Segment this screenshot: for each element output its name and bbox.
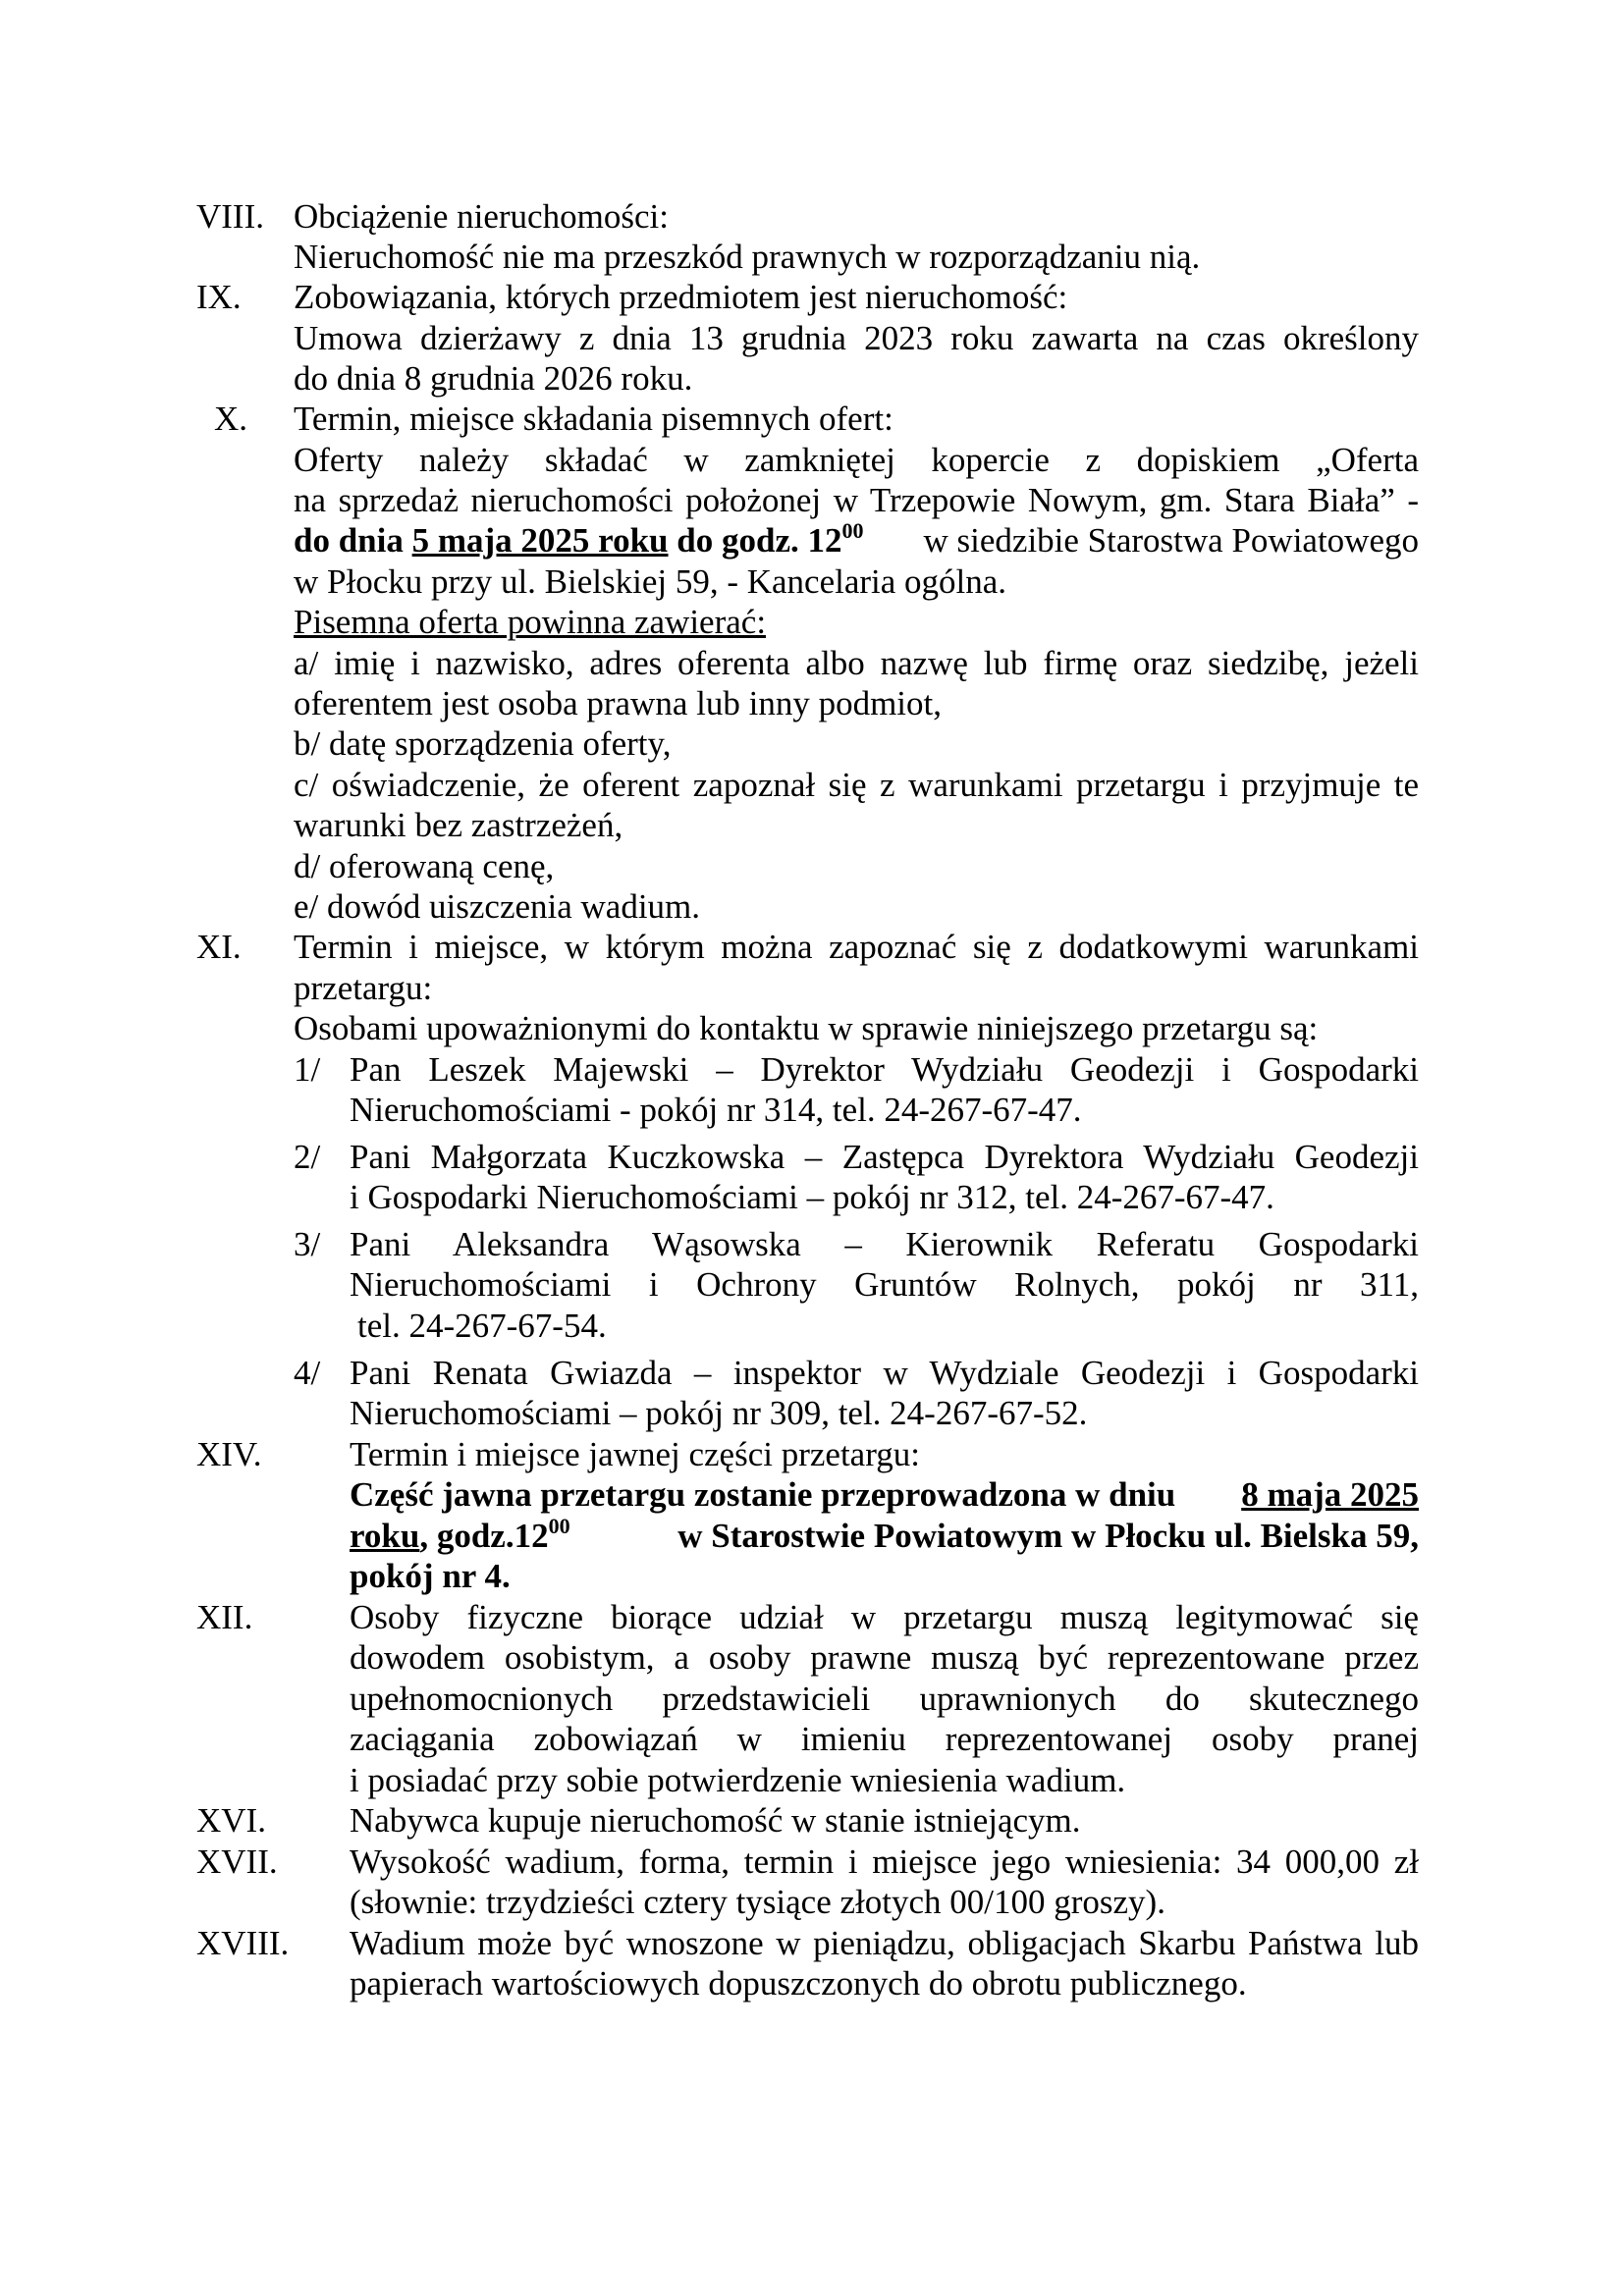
section-number: XI. <box>196 928 242 966</box>
section-text: Osobami upoważnionymi do kontaktu w sprawie niniejszego przetargu są: <box>294 1009 1319 1047</box>
person-line: i Gospodarki Nieruchomościami – pokój nr 312, tel. 24-267-67-47. <box>350 1178 1274 1216</box>
section-text: (słownie: trzydzieści cztery tysiące złotych 00/100 groszy). <box>350 1883 1165 1921</box>
section-title: Termin, miejsce składania pisemnych ofert: <box>294 400 893 438</box>
person-line: Nieruchomościami – pokój nr 309, tel. 24-267-67-52. <box>350 1394 1088 1432</box>
person-line: tel. 24-267-67-54. <box>357 1307 607 1345</box>
person-line: Pan Leszek Majewski – Dyrektor Wydziału Geodezji i Gospodarki <box>350 1050 1419 1089</box>
section-number: XVIII. <box>196 1924 290 1962</box>
section-text: w Płocku przy ul. Bielskiej 59, - Kancelaria ogólna. <box>294 562 1007 601</box>
section-text: Wysokość wadium, forma, termin i miejsce jego wniesienia: 34 000,00 zł <box>350 1842 1419 1881</box>
person-line: Pani Renata Gwiazda – inspektor w Wydziale Geodezji i Gospodarki <box>350 1354 1419 1392</box>
offer-item: e/ dowód uiszczenia wadium. <box>294 887 701 926</box>
person-number: 1/ <box>294 1050 321 1089</box>
offer-item: c/ oświadczenie, że oferent zapoznał się z warunkami przetargu i przyjmuje te <box>294 766 1419 804</box>
offer-item: b/ datę sporządzenia oferty, <box>294 724 672 763</box>
section-title: Obciążenie nieruchomości: <box>294 197 669 236</box>
section-number: XII. <box>196 1598 253 1636</box>
section-number: IX. <box>196 278 242 316</box>
section-text: Oferty należy składać w zamkniętej kopercie z dopiskiem „Oferta <box>294 441 1419 479</box>
person-line: Pani Aleksandra Wąsowska – Kierownik Referatu Gospodarki <box>350 1225 1419 1263</box>
section-text: Wadium może być wnoszone w pieniądzu, obligacjach Skarbu Państwa lub <box>350 1924 1419 1962</box>
section-text: papierach wartościowych dopuszczonych do obrotu publicznego. <box>350 1964 1247 2002</box>
public-part-line: Część jawna przetargu zostanie przeprowadzona w dniu 8 maja 2025 <box>350 1475 1419 1514</box>
section-number: XVII. <box>196 1842 278 1881</box>
offer-contents-heading: Pisemna oferta powinna zawierać: <box>294 603 767 641</box>
offer-place: w siedzibie Starostwa Powiatowego <box>914 521 1419 560</box>
offer-item: d/ oferowaną cenę, <box>294 847 555 885</box>
person-number: 4/ <box>294 1354 321 1392</box>
person-line: Pani Małgorzata Kuczkowska – Zastępca Dyrektora Wydziału Geodezji <box>350 1138 1419 1176</box>
section-text: do dnia 8 grudnia 2026 roku. <box>294 359 693 398</box>
section-number: X. <box>214 400 248 438</box>
person-number: 3/ <box>294 1225 321 1263</box>
section-text: na sprzedaż nieruchomości położonej w Trzepowie Nowym, gm. Stara Biała” - <box>294 481 1419 519</box>
public-part-line: pokój nr 4. <box>350 1557 511 1595</box>
section-title: Termin i miejsce jawnej części przetargu: <box>350 1435 920 1473</box>
person-line: Nieruchomościami i Ochrony Gruntów Rolnych, pokój nr 311, <box>350 1265 1419 1304</box>
section-title: Termin i miejsce, w którym można zapoznać się z dodatkowymi warunkami <box>294 928 1419 966</box>
person-number: 2/ <box>294 1138 321 1176</box>
section-text: Osoby fizyczne biorące udział w przetargu muszą legitymować się <box>350 1598 1419 1636</box>
section-text: zaciągania zobowiązań w imieniu reprezentowanej osoby pranej <box>350 1720 1419 1758</box>
section-text: upełnomocnionych przedstawicieli uprawnionych do skutecznego <box>350 1680 1419 1718</box>
offer-deadline: do dnia 5 maja 2025 roku do godz. $12^{00}$ <box>294 518 864 560</box>
offer-item: a/ imię i nazwisko, adres oferenta albo nazwę lub firmę oraz siedzibę, jeżeli <box>294 644 1419 682</box>
section-title: przetargu: <box>294 969 433 1007</box>
offer-item: warunki bez zastrzeżeń, <box>294 806 623 844</box>
section-number: XVI. <box>196 1801 266 1840</box>
section-text: Nieruchomość nie ma przeszkód prawnych w rozporządzaniu nią. <box>294 238 1201 276</box>
section-text: Umowa dzierżawy z dnia 13 grudnia 2023 roku zawarta na czas określony <box>294 319 1419 357</box>
section-title: Zobowiązania, których przedmiotem jest nieruchomość: <box>294 278 1068 316</box>
section-text: dowodem osobistym, a osoby prawne muszą być reprezentowane przez <box>350 1638 1419 1677</box>
offer-deadline-line <box>294 520 1419 561</box>
section-text: Nabywca kupuje nieruchomość w stanie istniejącym. <box>350 1801 1081 1840</box>
public-part-line: roku, $godz.12^{00}$ w Starostwie Powiatowym w Płocku ul. Bielska 59, <box>350 1514 1419 1555</box>
section-text: i posiadać przy sobie potwierdzenie wniesienia wadium. <box>350 1761 1126 1799</box>
person-line: Nieruchomościami - pokój nr 314, tel. 24-267-67-47. <box>350 1091 1082 1129</box>
offer-item: oferentem jest osoba prawna lub inny podmiot, <box>294 684 942 722</box>
section-number: XIV. <box>196 1435 262 1473</box>
section-number: VIII. <box>196 197 264 236</box>
